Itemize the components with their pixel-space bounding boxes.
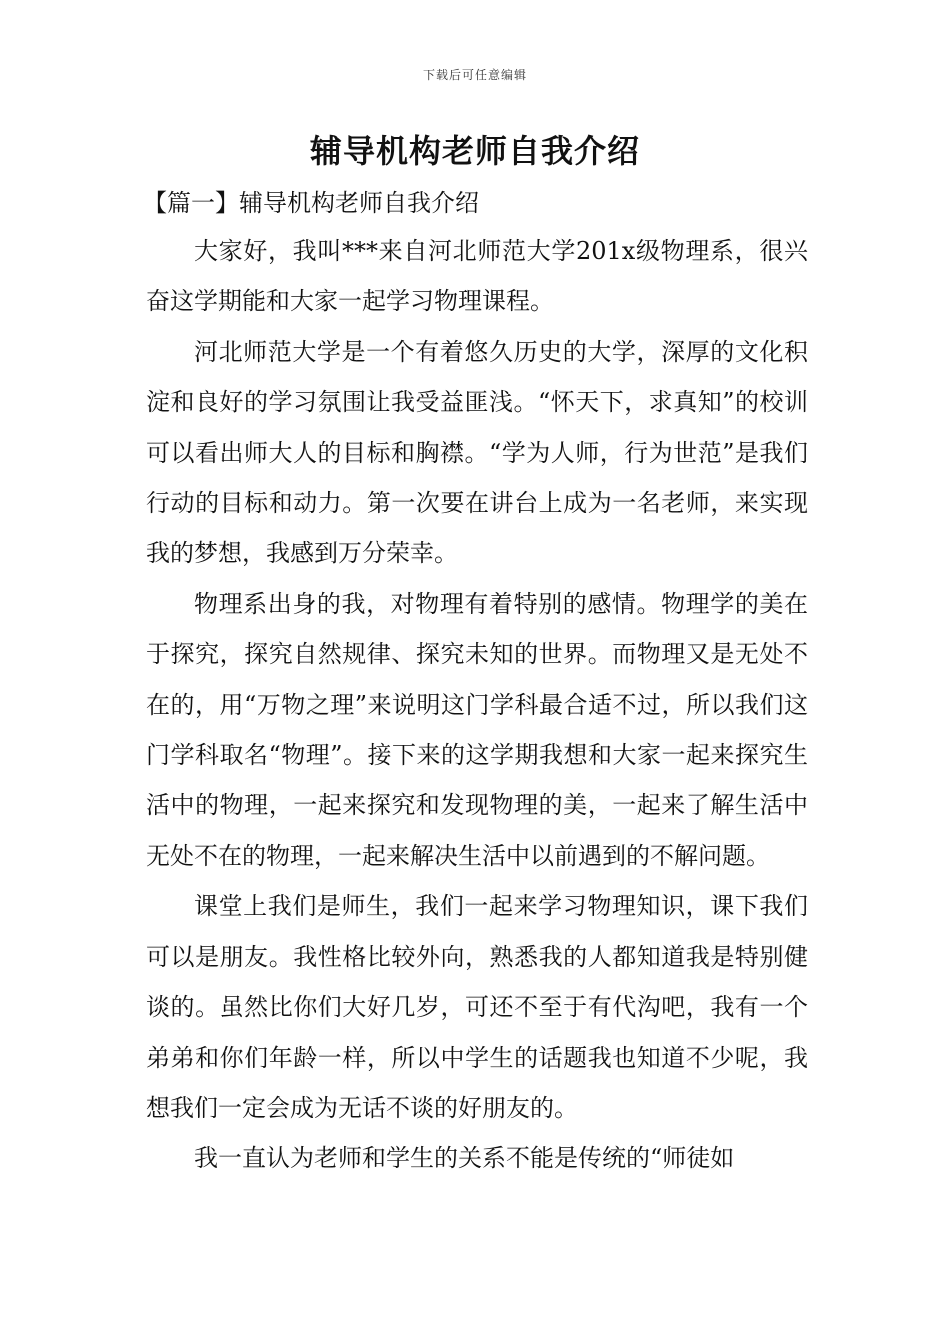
section-heading: 【篇一】辅导机构老师自我介绍 <box>143 189 479 217</box>
paragraph-3: 物理系出身的我，对物理有着特别的感情。物理学的美在于探究，探究自然规律、探究未知的世界。而物理又是无处不在的，用“万物之理”来说明这门学科最合适不过，所以我们这门学科取名“物理”。接下来的这学期我想和大家一起来探究生活中的物理，一起来探究和发现物理的美，一起来了解生活中无处不在的物理，一起来解决生活中以前遇到的不解问题。 <box>146 589 808 870</box>
document-title: 辅导机构老师自我介绍 <box>309 132 640 170</box>
paragraph-4: 课堂上我们是师生，我们一起来学习物理知识，课下我们可以是朋友。我性格比较外向，熟悉我的人都知道我是特别健谈的。虽然比你们大好几岁，可还不至于有代沟吧，我有一个弟弟和你们年龄一样，所以中学生的话题我也知道不少呢，我想我们一定会成为无话不谈的好朋友的。 <box>146 892 808 1122</box>
paragraph-2: 河北师范大学是一个有着悠久历史的大学，深厚的文化积淀和良好的学习氛围让我受益匪浅。“怀天下，求真知”的校训可以看出师大人的目标和胸襟。“学为人师，行为世范”是我们行动的目标和动力。第一次要在讲台上成为一名老师，来实现我的梦想，我感到万分荣幸。 <box>146 337 808 568</box>
body-text <box>146 226 808 1184</box>
paragraph-1: 大家好，我叫***来自河北师范大学201x级物理系，很兴奋这学期能和大家一起学习物理课程。 <box>146 237 808 316</box>
header-note: 下载后可任意编辑 <box>422 68 527 82</box>
paragraph-5: 我一直认为老师和学生的关系不能是传统的“师徒如 <box>194 1144 735 1173</box>
